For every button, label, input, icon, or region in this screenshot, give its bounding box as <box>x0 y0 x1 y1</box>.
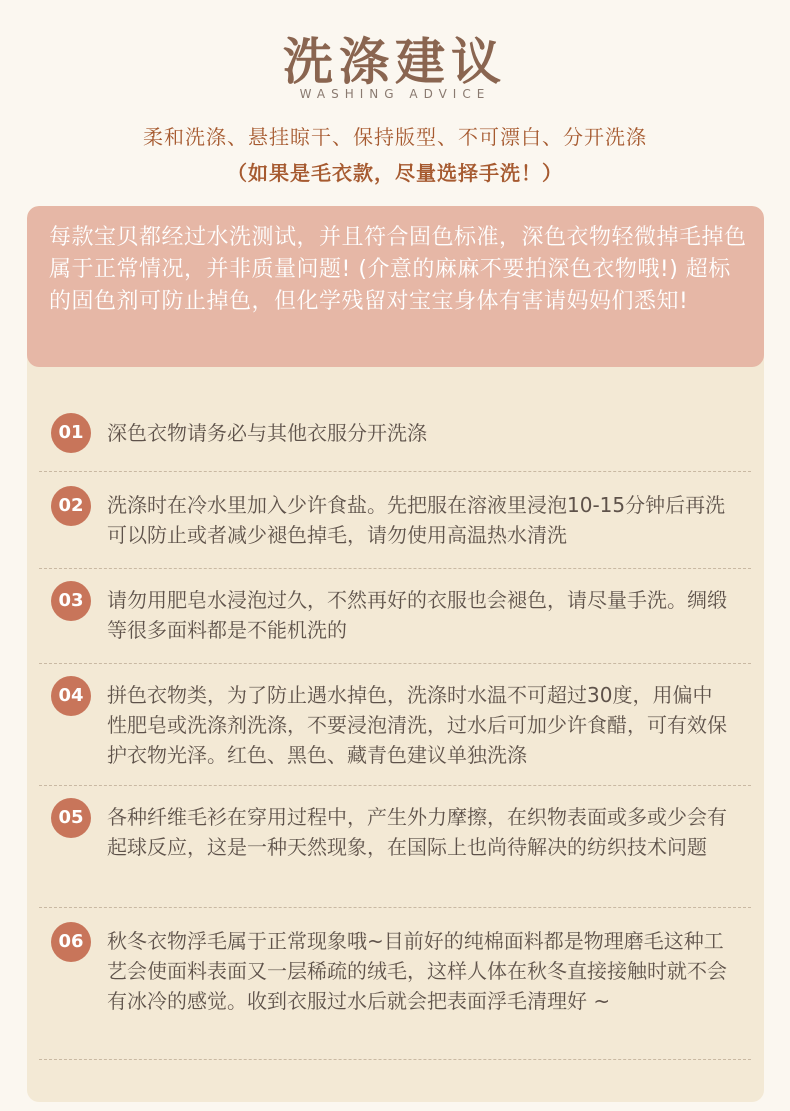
washing-tips: 柔和洗涤、悬挂晾干、保持版型、不可漂白、分开洗涤 <box>143 125 647 149</box>
item-number-badge: 02 <box>51 486 91 526</box>
divider <box>39 471 751 472</box>
advice-item-text: 请勿用肥皂水浸泡过久，不然再好的衣服也会褪色，请尽量手洗。绸缎等很多面料都是不能机洗的 <box>107 588 727 642</box>
advice-card <box>27 206 764 1102</box>
divider <box>39 568 751 569</box>
advice-item-text: 深色衣物请务必与其他衣服分开洗涤 <box>107 421 427 445</box>
page-subtitle-english: WASHING ADVICE <box>299 87 491 101</box>
divider <box>39 907 751 908</box>
header <box>0 0 790 200</box>
item-number-badge: 03 <box>51 581 91 621</box>
notice-text: 每款宝贝都经过水洗测试，并且符合固色标准，深色衣物轻微掉毛掉色属于正常情况，并非质量问题! (介意的麻麻不要拍深色衣物哦!) 超标的固色剂可防止掉色，但化学残留对宝宝身体有害请妈妈们悉知! <box>49 225 747 314</box>
notice-banner <box>27 206 764 367</box>
advice-item-text: 洗涤时在冷水里加入少许食盐。先把服在溶液里浸泡10-15分钟后再洗可以防止或者减少褪色掉毛，请勿使用高温热水清洗 <box>107 493 726 547</box>
item-number-badge: 05 <box>51 798 91 838</box>
item-number-badge: 04 <box>51 676 91 716</box>
sweater-tip: （如果是毛衣款，尽量选择手洗！） <box>227 161 563 185</box>
item-number-badge: 06 <box>51 922 91 962</box>
page-title: 洗涤建议 <box>283 32 507 91</box>
advice-item-text: 拼色衣物类，为了防止遇水掉色，洗涤时水温不可超过30度，用偏中性肥皂或洗涤剂洗涤，不要浸泡清洗，过水后可加少许食醋，可有效保护衣物光泽。红色、黑色、藏青色建议单独洗涤 <box>107 683 727 767</box>
advice-item-text: 各种纤维毛衫在穿用过程中，产生外力摩擦，在织物表面或多或少会有起球反应，这是一种天然现象，在国际上也尚待解决的纺织技术问题 <box>107 805 727 859</box>
divider <box>39 785 751 786</box>
divider <box>39 663 751 664</box>
divider <box>39 1059 751 1060</box>
item-number-badge: 01 <box>51 413 91 453</box>
advice-item-text: 秋冬衣物浮毛属于正常现象哦~目前好的纯棉面料都是物理磨毛这种工艺会使面料表面又一层稀疏的绒毛，这样人体在秋冬直接接触时就不会有冰冷的感觉。收到衣服过水后就会把表面浮毛清理好 ~ <box>107 929 727 1013</box>
